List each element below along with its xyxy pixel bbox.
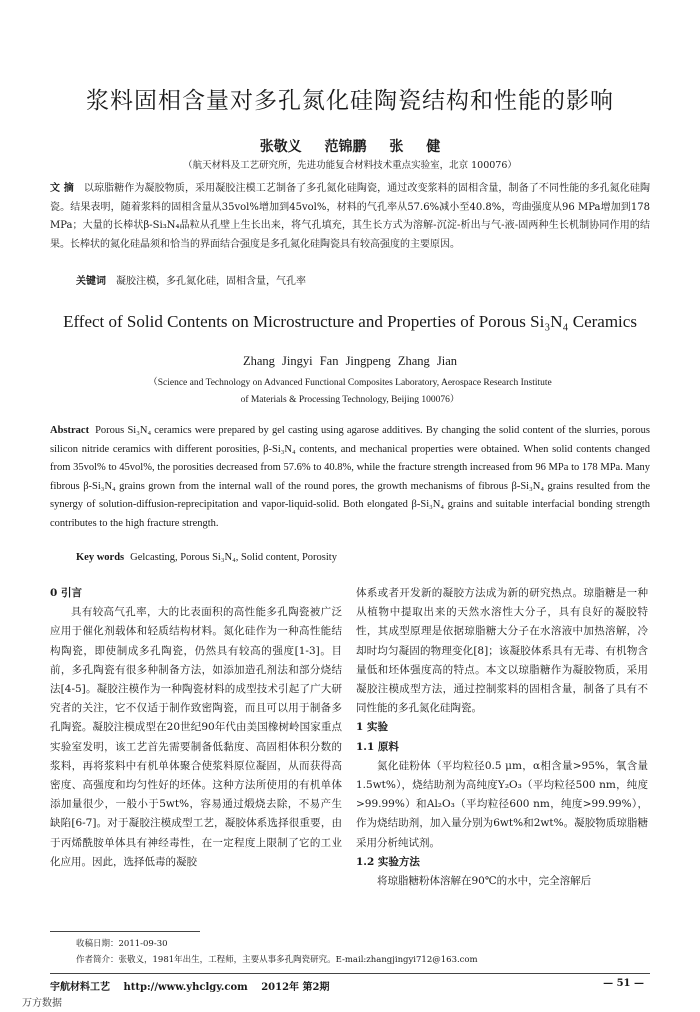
footnote-author: 作者简介：张敬义，1981年出生，工程师，主要从事多孔陶瓷研究。E-mail:zhangjingyi712@163.com	[76, 955, 478, 965]
paragraph-methods: 将琼脂糖粉体溶解在90℃的水中，完全溶解后	[377, 875, 592, 888]
title-english: Effect of Solid Contents on Microstructure and Properties of Porous Si₃N₄ Ceramics	[63, 312, 637, 331]
authors-chinese: 张敬义 范锦鹏 张 健	[259, 139, 441, 155]
affiliation-english-line1: （Science and Technology on Advanced Functional Composites Laboratory, Aerospace Research Institute	[148, 378, 552, 388]
page-number: — 51 —	[603, 978, 644, 989]
watermark-text: 万方数据	[22, 998, 62, 1009]
keywords-english-label: Key words	[76, 552, 125, 563]
footer-info	[50, 978, 340, 993]
abstract-english	[50, 422, 650, 533]
paragraph-introduction: 具有较高气孔率，大的比表面积的高性能多孔陶瓷被广泛应用于催化剂载体和轻质结构材料。氮化硅作为一种高性能结构陶瓷，即使制成多孔陶瓷，仍然具有较高的强度[1-3]。目前，多孔陶瓷有很多种制备方法，如添加造孔剂法和部分烧结法[4-5]。凝胶注模作为一种陶瓷材料的成型技术引起了广大研究者的关注，它不仅适于制作致密陶瓷，而且可以用于制备多孔陶瓷。凝胶注模成型在20世纪90年代由美国橡树岭国家重点实验室发明，该工艺首先需要制备低黏度、高固相体积分数的浆料，再将浆料中有机单体聚合使浆料原位凝固，从而获得高密度、高强度和均匀性好的坯体。这种方法所使用的有机单体添加量很少，一般小于5wt%，容易通过煅烧去除，不易产生缺陷[6-7]。对于凝胶注模成型工艺，凝胶体系选择很重要，由于丙烯酰胺单体具有神经毒性，在一定程度上限制了它的工业化应用。因此，选择低毒的凝胶	[50, 606, 342, 868]
keywords-chinese-label: 关键词	[76, 276, 106, 287]
body-column-left	[50, 584, 342, 872]
abstract-english-label: Abstract	[50, 425, 90, 436]
abstract-english-text: Porous Si₃N₄ ceramics were prepared by gel casting using agarose additives. By changing the solid content of the slurries, porous silicon nitride ceramics with different porosities, β-Si₃N₄ contents, and mechanical properties were obtained. When solid contents changed from 35vol% to 45vol%, the porosities decreased from 57.6% to 40.8%, while the fracture strength increased from 96 MPa to 178 MPa. Many fibrous β-Si₃N₄ grains grown from the internal wall of the round pores, the growth mechanisms of fibrous β-Si₃N₄ grains resulted from the synergy of solution-diffusion-reprecipitation and vapor-liquid-solid. Both elongated β-Si₃N₄ grains and suitable interfacial bonding strength contributes to the high fracture strength.	[50, 425, 650, 529]
section-heading-introduction: 0 引言	[50, 587, 82, 599]
footer-url[interactable]: http://www.yhclgy.com	[123, 982, 248, 993]
abstract-chinese-label: 文 摘	[50, 183, 74, 194]
keywords-chinese	[76, 272, 650, 287]
section-heading-experiment: 1 实验	[356, 721, 388, 734]
title-chinese: 浆料固相含量对多孔氮化硅陶瓷结构和性能的影响	[86, 88, 614, 114]
footnote-divider	[50, 931, 200, 932]
affiliation-chinese: （航天材料及工艺研究所，先进功能复合材料技术重点实验室，北京 100076）	[183, 160, 517, 171]
footer-journal: 宇航材料工艺	[50, 982, 110, 993]
section-heading-materials: 1.1 原料	[356, 740, 399, 753]
footer-issue: 2012年 第2期	[261, 982, 330, 993]
paragraph-materials: 氮化硅粉体（平均粒径0.5 μm，α相含量>95%，氧含量1.5wt%），烧结助剂为高纯度Y₂O₃（平均粒径500 nm，纯度>99.99%）和Al₂O₃（平均粒径600 nm，纯度>99.99%），作为烧结助剂，加入量分别为6wt%和2wt%。凝胶物质琼脂糖采用分析纯试剂。	[356, 759, 648, 849]
affiliation-english-line2: of Materials & Processing Technology, Beijing 100076）	[240, 395, 460, 405]
affiliation-english	[0, 375, 700, 409]
keywords-chinese-text: 凝胶注模，多孔氮化硅，固相含量，气孔率	[116, 276, 306, 287]
abstract-chinese-text: 以琼脂糖作为凝胶物质，采用凝胶注模工艺制备了多孔氮化硅陶瓷，通过改变浆料的固相含量，制备了不同性能的多孔氮化硅陶瓷。结果表明，随着浆料的固相含量从35vol%增加到45vol%，材料的气孔率从57.6%减小至40.8%，弯曲强度从96 MPa增加到178 MPa；大量的长棒状β-Si₃N₄晶粒从孔壁上生长出来，将气孔填充，其生长方式为溶解-沉淀-析出与气-液-固两种生长机制协同作用的结果。长棒状的氮化硅晶须和恰当的界面结合强度是多孔氮化硅陶瓷具有较高强度的主要原因。	[50, 183, 651, 250]
keywords-english-text: Gelcasting, Porous Si₃N₄, Solid content, Porosity	[130, 552, 337, 563]
footnotes	[76, 936, 650, 968]
keywords-english	[76, 552, 650, 563]
footnote-received: 收稿日期：2011-09-30	[76, 939, 168, 949]
body-column-right	[356, 584, 648, 891]
footer-divider	[50, 973, 650, 974]
paragraph-introduction-continued: 体系或者开发新的凝胶方法成为新的研究热点。琼脂糖是一种从植物中提取出来的天然水溶性大分子，具有良好的凝胶特性，其成型原理是依据琼脂糖大分子在水溶液中加热溶解，冷却时均匀凝固的物理变化[8]；该凝胶体系具有无毒、有机物含量低和坯体强度高的特点。本文以琼脂糖作为凝胶物质，采用凝胶注模成型方法，通过控制浆料的固相含量，制备了具有不同性能的多孔氮化硅陶瓷。	[356, 587, 648, 715]
abstract-chinese	[50, 180, 650, 254]
authors-english: Zhang Jingyi Fan Jingpeng Zhang Jian	[242, 354, 458, 368]
section-heading-methods: 1.2 实验方法	[356, 855, 420, 868]
